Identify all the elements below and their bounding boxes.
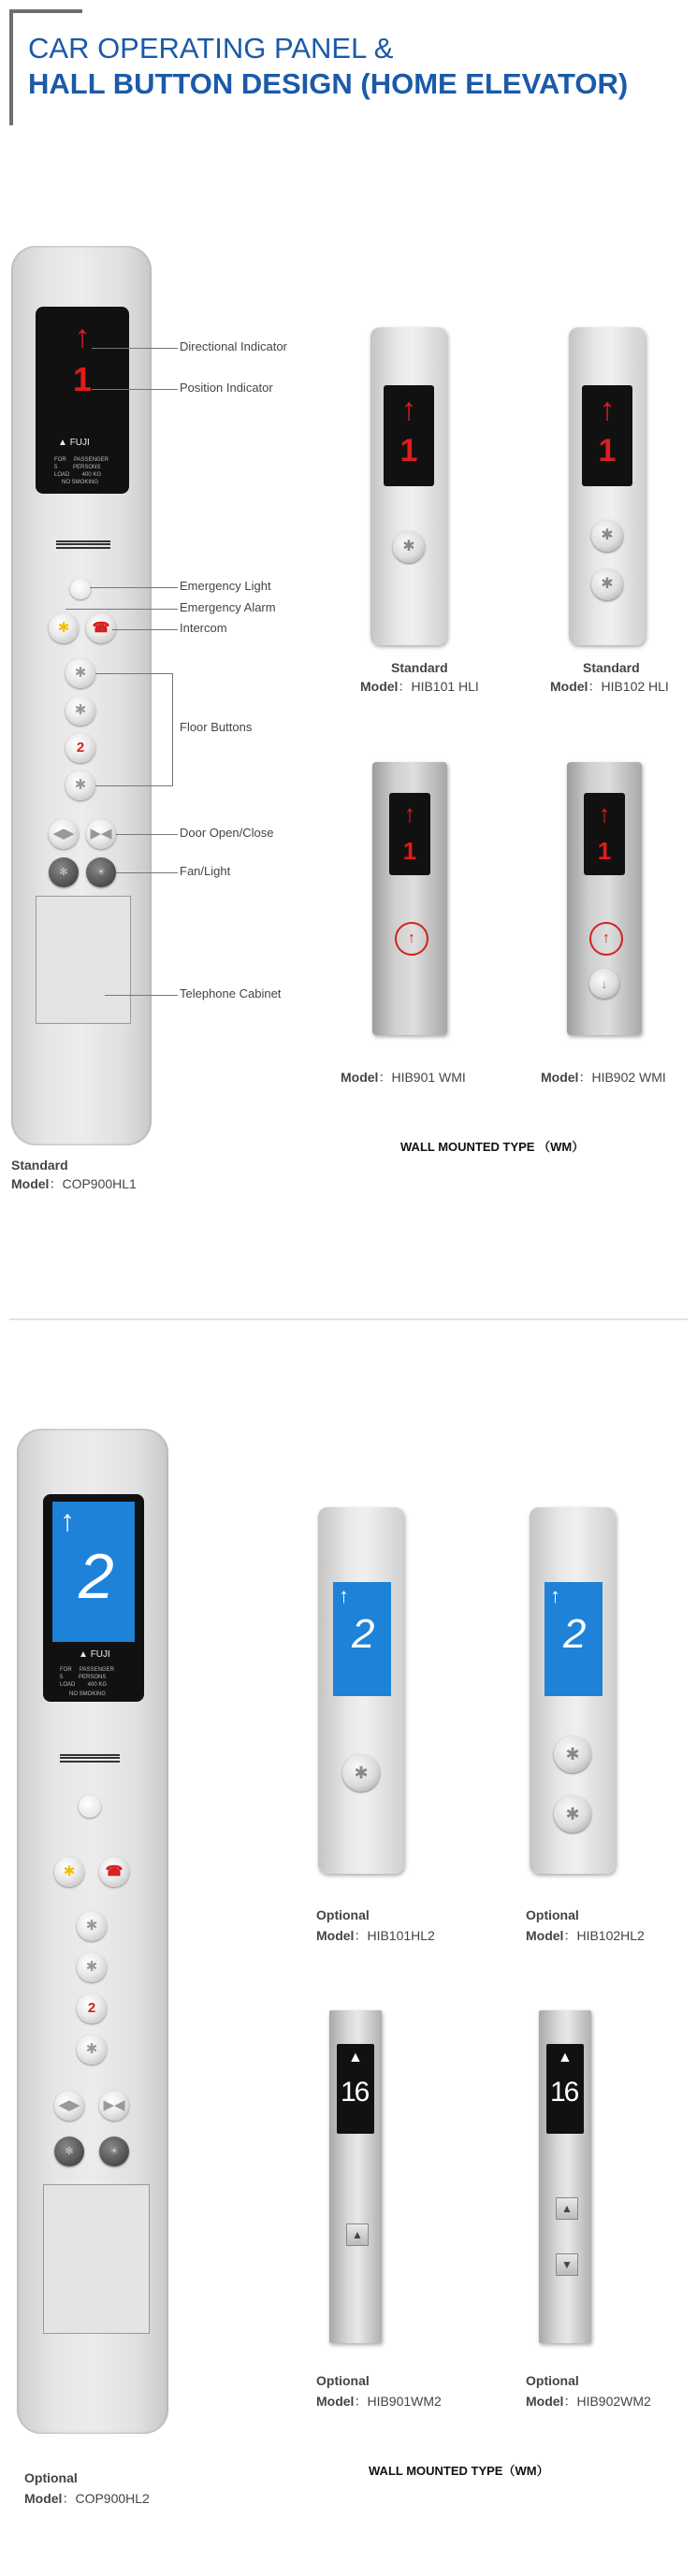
up-arrow-icon: ↑ [598,799,611,827]
leader-floor-bottom [95,785,172,786]
leader-intercom [112,629,178,630]
floor-number: 16 [341,2077,369,2108]
hall-caption-model: Model：HIB902WM2 [526,2394,651,2409]
leader-position [92,389,178,390]
brand-name: FUJI [69,438,90,448]
up-arrow-icon: ▲ [558,2050,573,2065]
hall-caption-model: Model：HIB901 WMI [341,1070,466,1085]
leader-emergency-alarm [65,609,178,610]
emergency-light [70,579,91,599]
hall-caption-title: Optional [526,2373,579,2388]
hall-caption-title: Standard [391,660,448,675]
alarm-icon: ✱ [63,1864,76,1879]
emergency-alarm-button[interactable] [54,1857,84,1887]
position-digit: 1 [402,837,417,865]
intercom-button[interactable] [86,613,116,643]
floor-button-2[interactable]: ✱ [77,1952,107,1982]
hall-down-button[interactable]: ✱ [554,1795,591,1833]
fuji-logo-icon: ▲ [79,1649,88,1660]
up-arrow-icon: ↑ [599,392,616,427]
door-open-button[interactable]: ◀▶ [49,819,79,849]
floor-button-3[interactable]: ✱ [77,2035,107,2065]
leader-telephone [105,995,178,996]
cop-caption-model: Model：COP900HL2 [24,2491,150,2506]
hall-caption-model: Model：HIB101HL2 [316,1928,435,1943]
alarm-icon: ✱ [57,620,70,636]
hall-call-button[interactable]: ✱ [342,1754,380,1792]
callout-emergency-light: Emergency Light [180,579,271,593]
load-info: FOR PASSENGER 5 PERSONS LOAD 400 KG [54,457,109,478]
hall-call-button[interactable]: ✱ [393,531,425,563]
hall-panel-hib101hli [370,327,447,645]
callout-floor-buttons: Floor Buttons [180,720,253,734]
floor-button-lit[interactable]: 2 [65,733,95,763]
brand-logo [58,438,90,448]
emergency-alarm-button[interactable] [49,613,79,643]
up-arrow-icon: ▲ [348,2050,363,2065]
up-arrow-icon: ↑ [400,392,417,427]
fuji-logo-icon: ▲ [58,438,67,448]
up-arrow-icon: ↑ [339,1584,349,1607]
emergency-light [79,1795,101,1818]
section-divider [9,1318,688,1320]
hall-call-button[interactable] [346,2223,369,2246]
directional-arrow-icon: ↑ [60,1504,75,1537]
wall-mounted-type-label: WALL MOUNTED TYPE （WM） [400,1140,585,1154]
callout-directional-indicator: Directional Indicator [180,339,287,353]
callout-door-open-close: Door Open/Close [180,826,274,840]
callout-fan-light: Fan/Light [180,864,231,878]
leader-floor-top [95,673,172,674]
hall-caption-model: Model：HIB101 HLI [360,679,479,694]
hall-up-button[interactable]: ✱ [591,520,623,552]
hall-caption-title: Standard [583,660,640,675]
intercom-icon: ☎ [92,620,110,636]
page-title-line2: HALL BUTTON DESIGN (HOME ELEVATOR) [28,67,629,100]
leader-door [116,834,178,835]
door-close-button[interactable]: ▶◀ [86,819,116,849]
floor-number: 2 [352,1611,375,1657]
cop-caption-title: Standard [11,1158,68,1173]
floor-number: 16 [550,2077,578,2108]
hall-caption-title: Optional [316,2373,370,2388]
up-arrow-icon: ▲ [352,2228,363,2241]
intercom-button[interactable] [99,1857,129,1887]
speaker-grille [60,1754,120,1763]
up-arrow-icon: ↑ [550,1584,560,1607]
floor-button-1[interactable]: ✱ [65,658,95,688]
cop-caption-title: Optional [24,2470,78,2485]
hall-caption-title: Optional [316,1907,370,1922]
leader-fan [116,872,178,873]
floor-button-2[interactable]: ✱ [65,696,95,726]
hall-up-button[interactable] [556,2197,578,2220]
fan-icon: ✻ [65,2146,74,2157]
leader-directional [92,348,178,349]
leader-floor-bracket [172,673,173,786]
callout-intercom: Intercom [180,621,227,635]
hall-down-button[interactable] [556,2253,578,2276]
callout-emergency-alarm: Emergency Alarm [180,600,276,614]
intercom-icon: ☎ [105,1864,123,1879]
position-digit: 1 [72,360,93,398]
wall-mounted-type-label: WALL MOUNTED TYPE（WM） [369,2464,549,2478]
hall-down-button[interactable]: ↓ [589,969,619,999]
hall-caption-model: Model：HIB901WM2 [316,2394,442,2409]
leader-emergency-light [90,587,178,588]
light-button[interactable]: ☀ [86,857,116,887]
telephone-cabinet[interactable] [36,896,131,1024]
light-button[interactable]: ☀ [99,2137,129,2166]
telephone-cabinet[interactable] [43,2184,150,2334]
callout-position-indicator: Position Indicator [180,381,273,395]
floor-button-1[interactable]: ✱ [77,1911,107,1941]
position-digit: 1 [597,837,612,865]
door-open-button[interactable]: ◀▶ [54,2091,84,2121]
floor-number: 2 [563,1611,587,1657]
fan-button[interactable] [49,857,79,887]
hall-caption-model: Model：HIB102HL2 [526,1928,645,1943]
hall-down-button[interactable]: ✱ [591,568,623,600]
hall-caption-model: Model：HIB102 HLI [550,679,669,694]
down-arrow-icon: ▼ [561,2258,573,2271]
speaker-grille [56,540,110,549]
hall-up-button[interactable]: ✱ [554,1735,591,1773]
no-smoking-label: NO SMOKING [62,480,99,485]
no-smoking-label: NO SMOKING [69,1691,107,1697]
callout-telephone-cabinet: Telephone Cabinet [180,986,282,1000]
directional-arrow-icon: ↑ [74,319,91,354]
brand-logo [79,1649,110,1660]
load-info: FOR PASSENGER 5 PERSONS LOAD 400 KG [60,1667,114,1688]
hall-caption-title: Optional [526,1907,579,1922]
floor-number: 2 [79,1541,114,1612]
hall-caption-model: Model：HIB902 WMI [541,1070,666,1085]
door-close-button[interactable]: ▶◀ [99,2091,129,2121]
fan-icon: ✻ [59,867,68,878]
floor-button-lit[interactable]: 2 [77,1993,107,2023]
floor-button-3[interactable]: ✱ [65,770,95,800]
position-digit: 1 [399,433,418,468]
up-arrow-icon: ▲ [561,2202,573,2215]
hall-up-button[interactable]: ↑ [589,922,623,956]
brand-name: FUJI [90,1649,110,1660]
cop-caption-model: Model：COP900HL1 [11,1176,137,1191]
position-digit: 1 [598,433,617,468]
page-title-line1: CAR OPERATING PANEL & [28,32,394,65]
fan-button[interactable] [54,2137,84,2166]
hall-call-button[interactable]: ↑ [395,922,428,956]
up-arrow-icon: ↑ [403,799,416,827]
